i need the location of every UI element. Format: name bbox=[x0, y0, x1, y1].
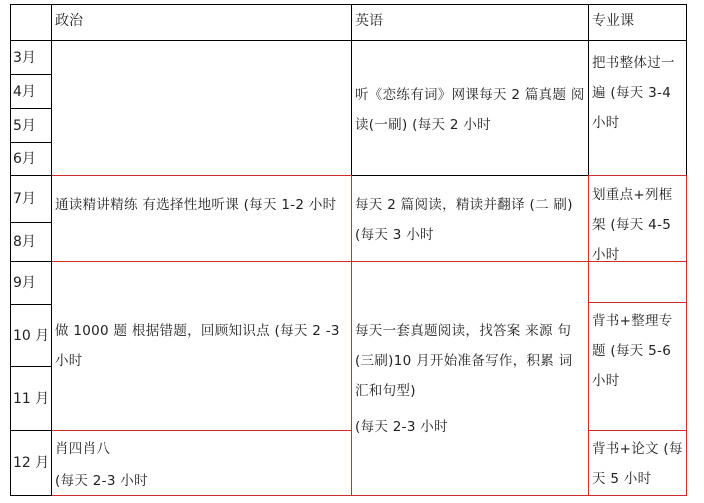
english-mar-jun: 听《恋练有词》网课每天 2 篇真题 阅读(一刷) (每天 2 小时 bbox=[355, 87, 585, 133]
politics-dec-hours: (每天 2-3 小时 bbox=[55, 473, 148, 489]
month-nov: 11 月 bbox=[13, 390, 50, 407]
month-aug: 8月 bbox=[13, 234, 36, 250]
politics-dec-title: 肖四肖八 bbox=[55, 441, 111, 457]
politics-sep-nov: 做 1000 题 根据错题，回顾知识点 (每天 2 -3 小时 bbox=[55, 323, 340, 369]
month-mar: 3月 bbox=[13, 49, 36, 66]
month-apr: 4月 bbox=[13, 83, 36, 100]
english-sep-dec-hours: (每天 2-3 小时 bbox=[355, 419, 448, 435]
major-oct-nov: 背书+整理专题 (每天 5-6 小时 bbox=[592, 313, 673, 389]
major-mar-jun: 把书整体过一遍 (每天 3-4 小时 bbox=[592, 55, 675, 131]
month-may: 5月 bbox=[13, 117, 36, 134]
politics-jul-aug: 通读精讲精练 有选择性地听课 (每天 1-2 小时 bbox=[55, 197, 337, 213]
month-jul: 7月 bbox=[13, 191, 36, 207]
english-sep-dec: 每天一套真题阅读，找答案 来源 句(三刷)10 月开始准备写作，积累 词 汇和句型) bbox=[355, 323, 573, 399]
month-jun: 6月 bbox=[13, 151, 36, 167]
month-sep: 9月 bbox=[13, 275, 36, 291]
english-jul-aug: 每天 2 篇阅读，精读并翻译 (二 刷)(每天 3 小时 bbox=[355, 197, 573, 243]
header-major: 专业课 bbox=[592, 13, 634, 29]
major-jul-aug: 划重点+列框架 (每天 4-5 小时 bbox=[592, 187, 673, 263]
month-oct: 10 月 bbox=[13, 327, 50, 344]
header-politics: 政治 bbox=[55, 13, 83, 29]
header-english: 英语 bbox=[355, 13, 383, 29]
major-dec: 背书+论文 (每天 5 小时 bbox=[592, 441, 683, 487]
month-dec: 12 月 bbox=[13, 455, 50, 471]
